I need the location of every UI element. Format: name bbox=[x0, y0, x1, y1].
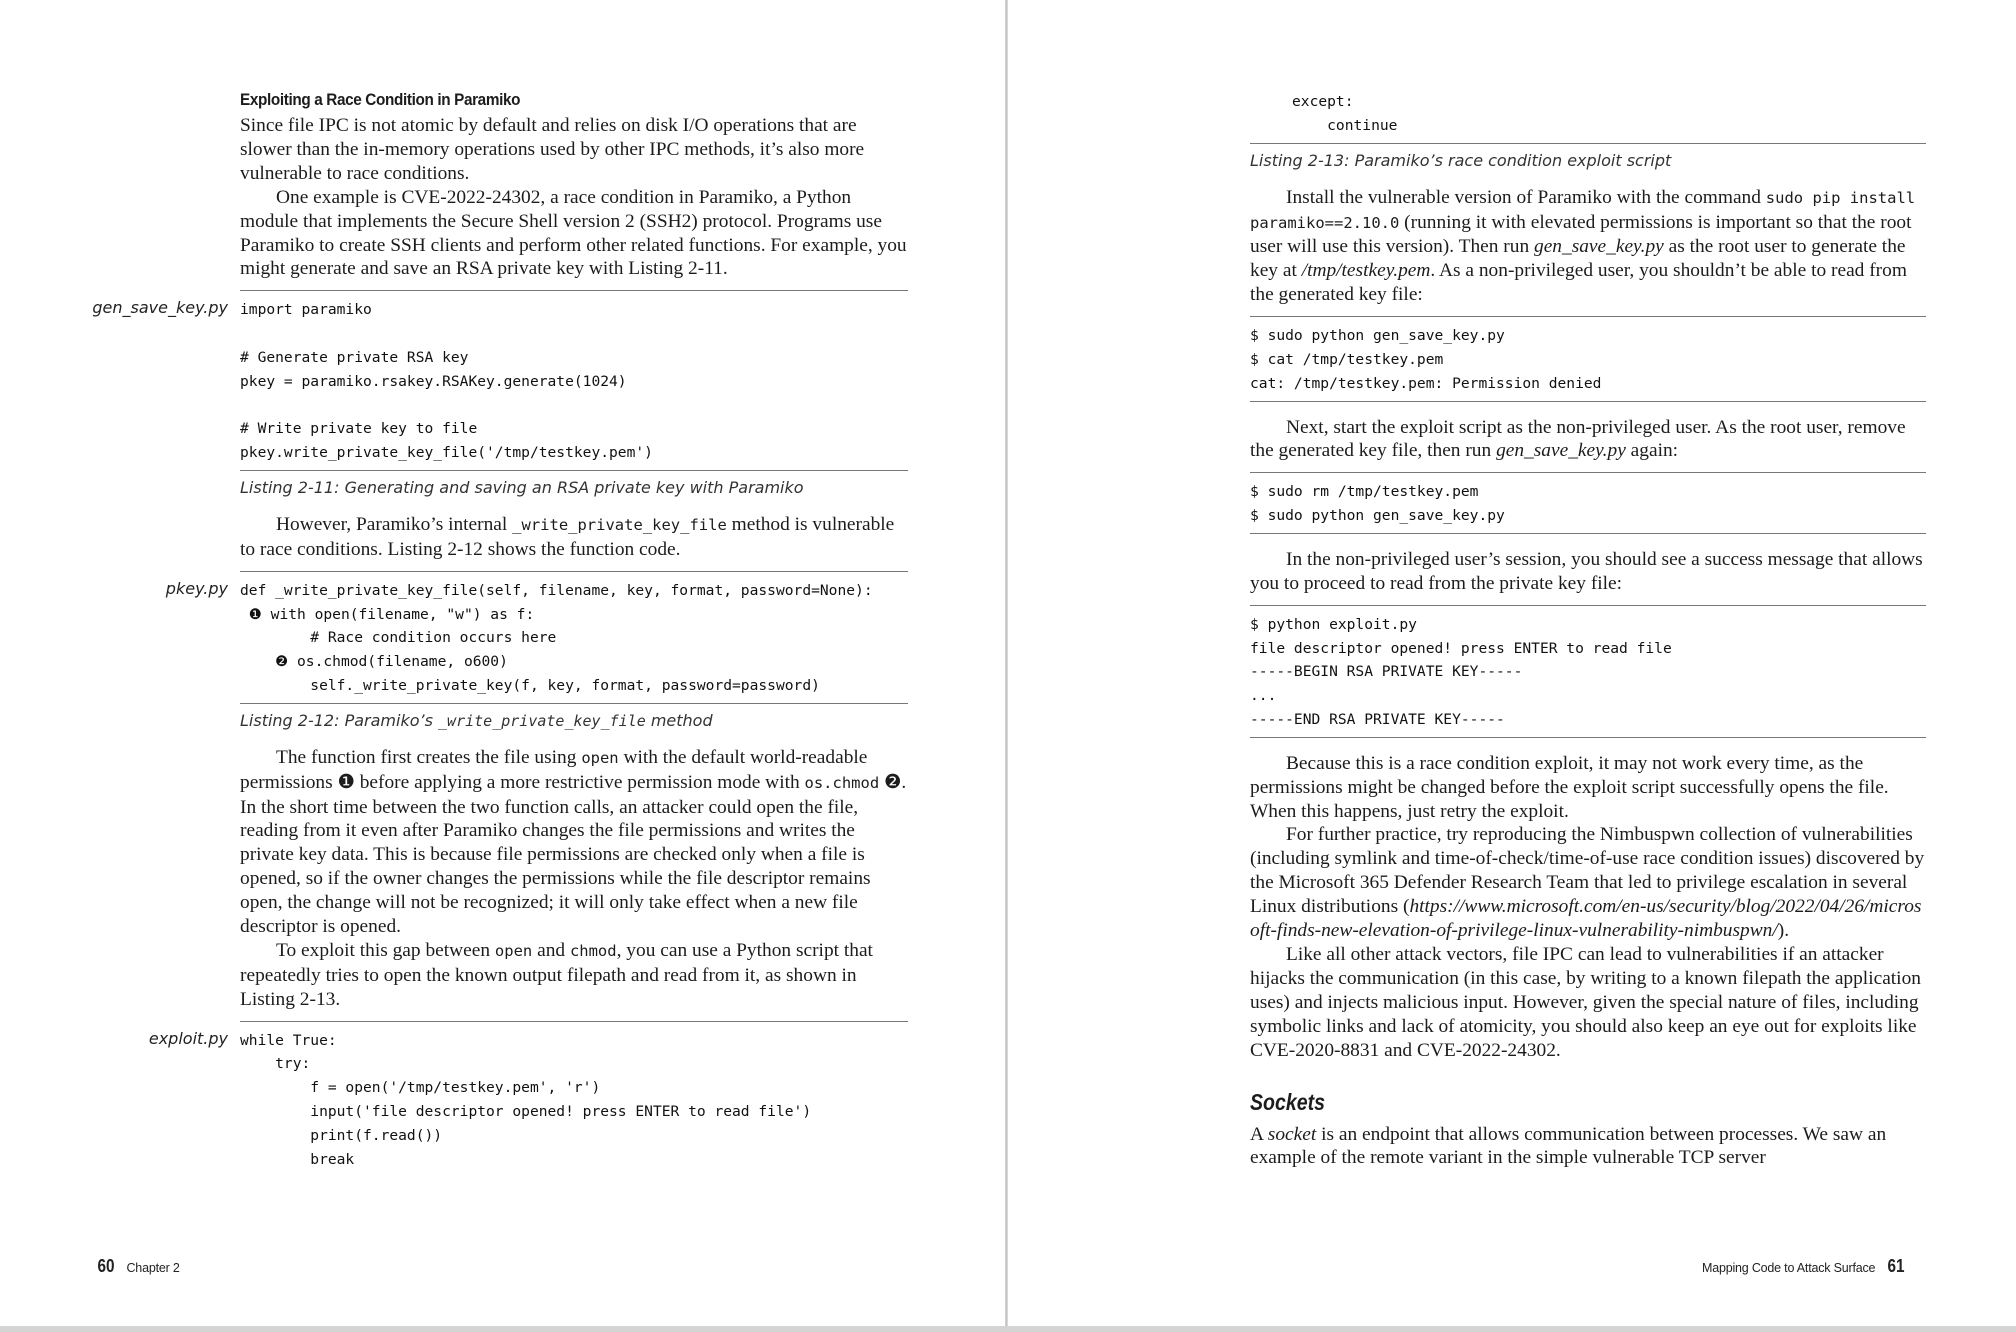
code-listing-2-12 bbox=[165, 571, 908, 704]
inline-code: chmod bbox=[569, 941, 617, 960]
inline-code: _write_private_key_file bbox=[512, 515, 727, 534]
left-footer bbox=[96, 1256, 186, 1277]
inline-code: sudo pip install paramiko==2.10.0 bbox=[1250, 188, 1916, 232]
paragraph: A socket is an endpoint that allows communication between processes. We saw an example of the remote variant in the simple vulnerable TCP server bbox=[1250, 1123, 1887, 1169]
running-footer: Mapping Code to Attack Surface bbox=[1702, 1261, 1876, 1275]
code-block: $ python exploit.py file descriptor opened! press ENTER to read file -----BEGIN RSA PRIVATE KEY----- ... -----END RSA PRIVATE KEY----- bbox=[1250, 615, 1672, 728]
page-number: 61 bbox=[1887, 1256, 1905, 1276]
url-link[interactable]: https://www.microsoft.com/en-us/security/blog/2022/04/26/microsoft-finds-new-elevation-of-privilege-linux-vulnerability-nimbuspwn/ bbox=[1250, 896, 1922, 942]
code-block: except: continue bbox=[1292, 93, 1398, 134]
inline-code: open bbox=[581, 748, 619, 767]
paragraph: Like all other attack vectors, file IPC can lead to vulnerabilities if an attacker hijacks the communication (in this case, by writing to a known filepath the application uses) and injects malicious input. However, given the special nature of files, including symbolic links and lack of atomicity, you should also keep an eye out for exploits like CVE-2020-8831 and CVE-2022-24302. bbox=[1250, 943, 1921, 1061]
listing-filename-label: pkey.py bbox=[165, 578, 228, 598]
paragraph: Because this is a race condition exploit, it may not work every time, as the permissions might be changed before the exploit script successfully opens the file. When this happens, just retry the exploit. bbox=[1250, 752, 1889, 822]
listing-top-rule bbox=[1250, 472, 1926, 473]
listing-top-rule bbox=[1250, 605, 1926, 606]
code-block: def _write_private_key_file(self, filename, key, format, password=None): ❶ with open(filename, "w") as f: # Race condition occurs here ❷ os.chmod(filename, o600) self._write_private_key(f, key, format, password=password) bbox=[240, 581, 873, 694]
subsection-heading: Exploiting a Race Condition in Paramiko bbox=[240, 90, 521, 109]
left-page bbox=[0, 0, 1005, 1326]
paragraph: Next, start the exploit script as the non-privileged user. As the root user, remove the generated key file, then run gen_save_key.py again: bbox=[1250, 416, 1906, 462]
right-footer bbox=[1696, 1256, 1906, 1277]
paragraph: Since file IPC is not atomic by default and relies on disk I/O operations that are slower than the in-memory operations used by other IPC methods, it’s also more vulnerable to race conditions. bbox=[240, 115, 865, 184]
right-text-column bbox=[1250, 90, 1926, 1170]
paragraph: Install the vulnerable version of Paramiko with the command sudo pip install paramiko==2.10.0 (running it with elevated permissions is important so that the root user will use this version). Then run gen_save_key.py as the root user to generate the key at /tmp/testkey.pem. As a non-privileged user, you shouldn’t be able to read from the generated key file: bbox=[1250, 186, 1916, 306]
paragraph: The function first creates the file using open with the default world-readable permissions ❶ before applying a more restrictive permission mode with os.chmod ❷. In the short time between the two function calls, an attacker could open the file, reading from it even after Paramiko changes the file permissions and writes the private key data. This is because file permissions are checked only when a file is opened, so if the owner changes the permissions while the file descriptor remains open, the change will not be recognized; it will only take effect when a new file descriptor is opened. bbox=[240, 746, 907, 938]
code-block: $ sudo python gen_save_key.py $ cat /tmp/testkey.pem cat: /tmp/testkey.pem: Permission denied bbox=[1250, 327, 1602, 392]
running-footer: Chapter 2 bbox=[126, 1261, 180, 1275]
code-block: $ sudo rm /tmp/testkey.pem $ sudo python gen_save_key.py bbox=[1250, 483, 1505, 525]
page-number: 60 bbox=[97, 1256, 115, 1276]
paragraph: For further practice, try reproducing the Nimbuspwn collection of vulnerabilities (including symlink and time-of-check/time-of-use race condition issues) discovered by the Microsoft 365 Defender Research Team that led to privilege escalation in several Linux distributions (https://www.microsoft.com/en-us/security/blog/2022/04/26/microsoft-finds-new-elevation-of-privilege-linux-vulnerability-nimbuspwn/). bbox=[1250, 824, 1925, 942]
listing-caption: Listing 2-13: Paramiko’s race condition exploit script bbox=[1250, 150, 1672, 170]
shell-session-1 bbox=[1250, 316, 1926, 401]
code-listing-2-13-continued bbox=[1250, 90, 1926, 144]
listing-bottom-rule bbox=[1250, 143, 1926, 144]
listing-bottom-rule bbox=[1250, 533, 1926, 534]
left-text-column bbox=[92, 88, 908, 1171]
paragraph: To exploit this gap between open and chmod, you can use a Python script that repeatedly tries to open the known output filepath and read from it, as shown in Listing 2-13. bbox=[240, 939, 873, 1010]
inline-code: os.chmod bbox=[804, 773, 880, 792]
code-block: import paramiko # Generate private RSA key pkey = paramiko.rsakey.RSAKey.generate(1024) # Write private key to file pkey.write_private_key_file('/tmp/testkey.pem') bbox=[240, 301, 653, 462]
listing-filename-label: gen_save_key.py bbox=[92, 298, 228, 318]
listing-bottom-rule bbox=[1250, 737, 1926, 738]
listing-top-rule bbox=[1250, 316, 1926, 317]
code-listing-2-11 bbox=[92, 290, 908, 471]
section-heading: Sockets bbox=[1250, 1088, 1325, 1115]
code-block: while True: try: f = open('/tmp/testkey.pem', 'r') input('file descriptor opened! press ENTER to read file') print(f.read()) break bbox=[240, 1031, 812, 1168]
right-page bbox=[1008, 0, 2016, 1326]
listing-caption: Listing 2-12: Paramiko’s _write_private_key_file method bbox=[240, 710, 713, 730]
listing-top-rule bbox=[240, 1021, 908, 1022]
listing-caption: Listing 2-11: Generating and saving an RSA private key with Paramiko bbox=[240, 477, 804, 497]
inline-code: open bbox=[494, 941, 533, 960]
paragraph: In the non-privileged user’s session, you should see a success message that allows you to proceed to read from the private key file: bbox=[1250, 548, 1923, 594]
paragraph: However, Paramiko’s internal _write_private_key_file method is vulnerable to race conditions. Listing 2-12 shows the function code. bbox=[240, 513, 895, 560]
listing-bottom-rule bbox=[1250, 401, 1926, 402]
listing-top-rule bbox=[240, 290, 908, 291]
page-bottom-edge bbox=[0, 1326, 2016, 1332]
listing-filename-label: exploit.py bbox=[148, 1028, 228, 1048]
shell-session-3 bbox=[1250, 605, 1926, 738]
paragraph: One example is CVE-2022-24302, a race condition in Paramiko, a Python module that implements the Secure Shell version 2 (SSH2) protocol. Programs use Paramiko to create SSH clients and perform other related functions. For example, you might generate and save an RSA private key with Listing 2-11. bbox=[240, 186, 907, 280]
listing-bottom-rule bbox=[240, 703, 908, 704]
code-listing-2-13 bbox=[148, 1021, 908, 1172]
shell-session-2 bbox=[1250, 472, 1926, 534]
listing-top-rule bbox=[240, 571, 908, 572]
listing-bottom-rule bbox=[240, 470, 908, 471]
